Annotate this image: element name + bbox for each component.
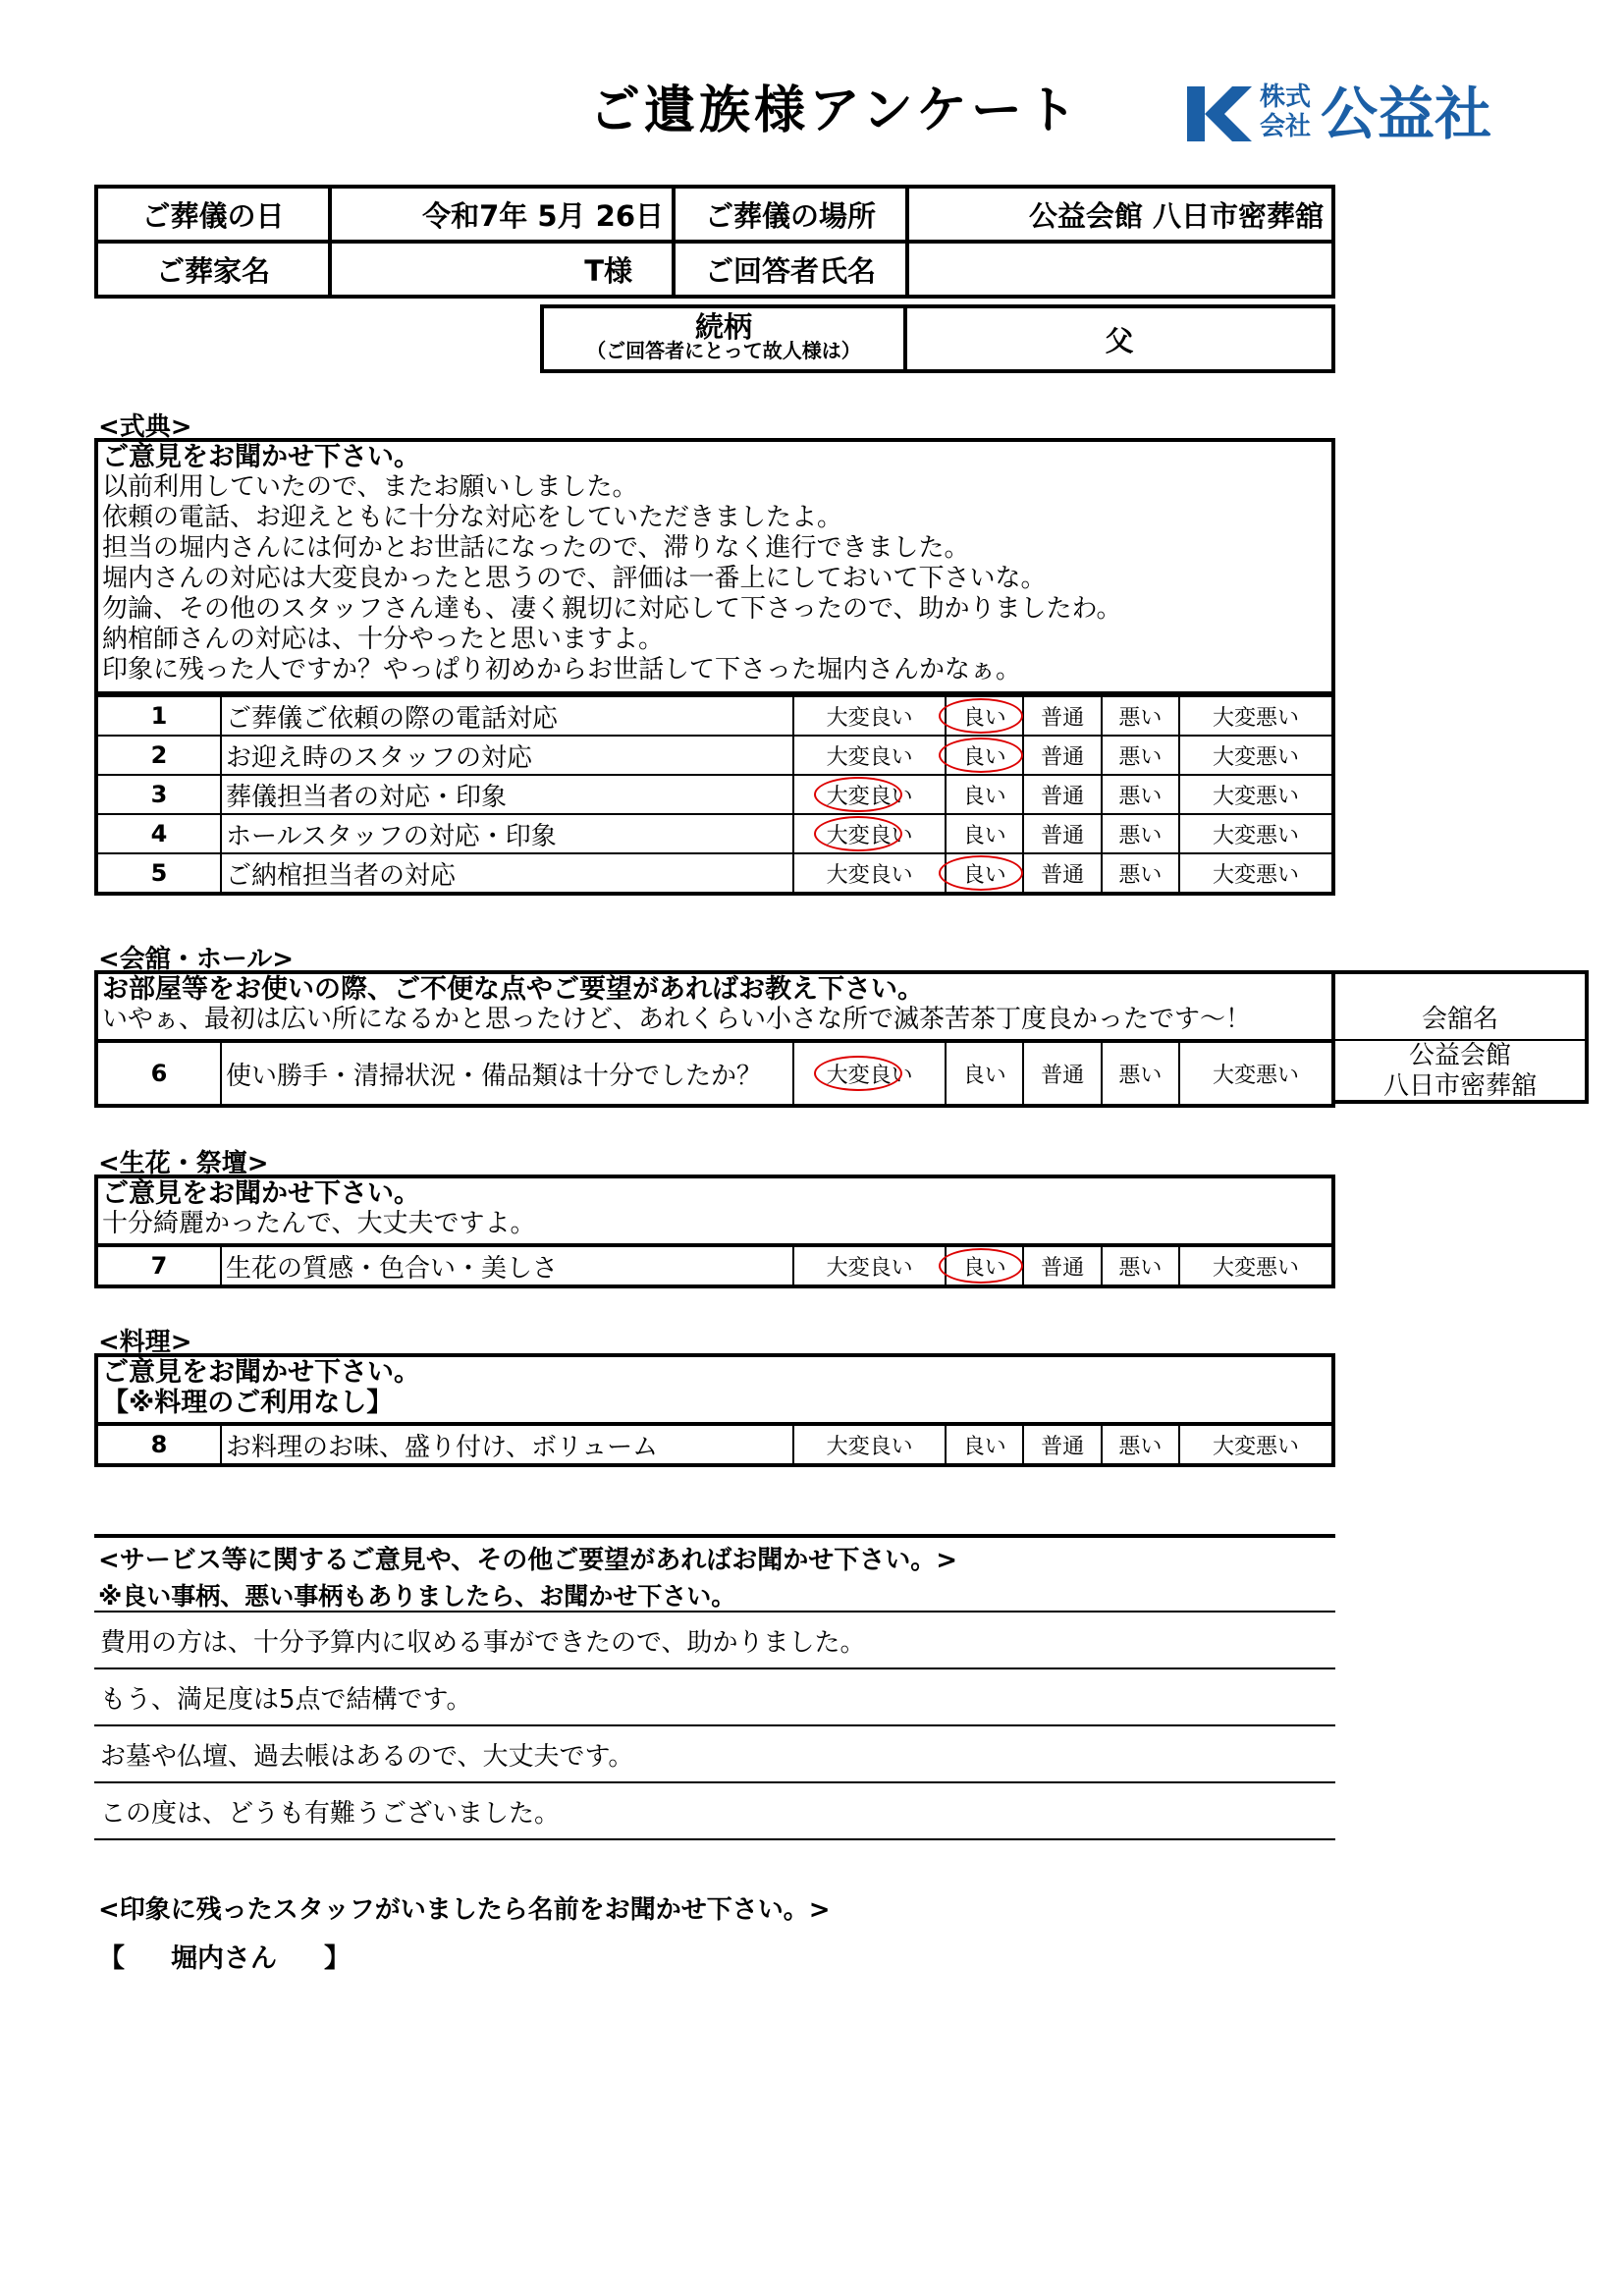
staff-name: 堀内さん [171, 1943, 277, 1974]
relation-label: 続柄 [694, 310, 752, 344]
relation-table [540, 304, 1335, 373]
ceremony-comment-line: 堀内さんの対応は大変良かったと思うので、評価は一番上にしておいて下さいな。 [102, 564, 1047, 593]
food-comment-box [94, 1353, 1335, 1424]
option-very-good[interactable] [793, 695, 946, 736]
rating-row [96, 775, 1333, 814]
staff-close-bracket: 】 [324, 1943, 351, 1974]
service-rule [94, 1667, 1335, 1669]
service-comment-line: お墓や仏壇、過去帳はあるので、大丈夫です。 [100, 1742, 634, 1772]
hall-comment-line: いやぁ、最初は広い所になるかと思ったけど、あれくらい小さな所で滅茶苦茶丁度良かったです～！ [102, 1005, 1252, 1034]
funeral-date-label: ご葬儀の日 [96, 187, 330, 242]
rating-row [96, 1041, 1333, 1106]
option-label: 良い [962, 823, 1006, 848]
funeral-place-value: 公益会館 八日市密葬舘 [907, 187, 1333, 242]
option-label: 悪い [1118, 1434, 1163, 1459]
flowers-rating-table [94, 1243, 1335, 1288]
service-title: <サービス等に関するご意見や、その他ご要望があればお聞かせ下さい。> [98, 1546, 958, 1575]
rating-question: お迎え時のスタッフの対応 [221, 736, 793, 775]
staff-title: <印象に残ったスタッフがいましたら名前をお聞かせ下さい。> [98, 1895, 831, 1925]
option-label: 悪い [1118, 744, 1163, 770]
option-normal[interactable] [1023, 1245, 1101, 1286]
option-very-good[interactable] [793, 775, 946, 814]
service-subtitle: ※良い事柄、悪い事柄もありましたら、お聞かせ下さい。 [98, 1582, 736, 1611]
service-rule [94, 1838, 1335, 1840]
option-label: 普通 [1041, 1255, 1085, 1281]
rating-row [96, 695, 1333, 736]
service-rule [94, 1781, 1335, 1783]
option-label: 大変悪い [1213, 862, 1300, 888]
hall-rating-table [94, 1039, 1335, 1108]
rating-num: 6 [96, 1041, 221, 1106]
service-comment-line: 費用の方は、十分予算内に収める事ができたので、助かりました。 [100, 1628, 866, 1658]
option-normal[interactable] [1023, 775, 1101, 814]
food-rating-table [94, 1422, 1335, 1467]
service-rule [94, 1724, 1335, 1726]
rating-question: ホールスタッフの対応・印象 [221, 814, 793, 853]
hall-name-line-1: 公益会館 [1408, 1041, 1511, 1070]
rating-question: 使い勝手・清掃状況・備品類は十分でしたか？ [221, 1041, 793, 1106]
option-label: 大変悪い [1213, 823, 1300, 848]
service-top-rule [94, 1534, 1335, 1538]
staff-open-bracket: 【 [98, 1943, 125, 1974]
option-label: 普通 [1041, 1434, 1085, 1459]
funeral-date-value: 令和7年 5月 26日 [330, 187, 674, 242]
hall-name-line-2: 八日市密葬舘 [1382, 1071, 1537, 1101]
relation-label-cell [542, 306, 905, 371]
rating-row [96, 853, 1333, 894]
rating-num: 5 [96, 853, 221, 894]
rating-question: 葬儀担当者の対応・印象 [221, 775, 793, 814]
option-label: 悪い [1118, 823, 1163, 848]
option-label: 普通 [1041, 1063, 1085, 1088]
page-title: ご遺族様アンケート [589, 82, 1081, 140]
hall-name-label: 会舘名 [1335, 974, 1585, 1041]
option-label: 大変良い [826, 1255, 913, 1281]
option-label: 悪い [1118, 784, 1163, 809]
logo-main: 公益社 [1321, 81, 1492, 147]
flowers-comment-head: ご意見をお聞かせ下さい。 [102, 1178, 420, 1209]
option-normal[interactable] [1023, 1424, 1101, 1465]
option-good[interactable] [946, 1424, 1023, 1465]
ceremony-comment-box [94, 438, 1335, 695]
option-very-bad[interactable] [1179, 1424, 1333, 1465]
food-comment-line: 【※料理のご利用なし】 [102, 1388, 394, 1418]
family-name-label: ご葬家名 [96, 242, 330, 297]
option-bad[interactable] [1102, 775, 1179, 814]
ceremony-rating-table [94, 693, 1335, 896]
rating-question: ご葬儀ご依頼の際の電話対応 [221, 695, 793, 736]
option-very-good[interactable] [793, 1424, 946, 1465]
option-label: 普通 [1041, 744, 1085, 770]
option-label: 良い [962, 744, 1006, 770]
respondent-value [907, 242, 1333, 297]
rating-row [96, 1245, 1333, 1286]
option-label: 大変悪い [1213, 1255, 1300, 1281]
option-very-bad[interactable] [1179, 736, 1333, 775]
option-very-bad[interactable] [1179, 695, 1333, 736]
option-label: 大変悪い [1213, 705, 1300, 731]
option-label: 大変悪い [1213, 1434, 1300, 1459]
rating-num: 3 [96, 775, 221, 814]
option-label: 良い [962, 705, 1006, 731]
option-bad[interactable] [1102, 1041, 1179, 1106]
option-label: 悪い [1118, 1255, 1163, 1281]
respondent-label: ご回答者氏名 [674, 242, 907, 297]
option-good[interactable] [946, 853, 1023, 894]
option-label: 良い [962, 862, 1006, 888]
option-bad[interactable] [1102, 814, 1179, 853]
option-label: 良い [962, 1434, 1006, 1459]
option-label: 良い [962, 784, 1006, 809]
option-label: 大変悪い [1213, 744, 1300, 770]
option-label: 大変悪い [1213, 784, 1300, 809]
hall-name-box [1331, 970, 1589, 1104]
info-table [94, 185, 1335, 299]
option-bad[interactable] [1102, 1424, 1179, 1465]
option-label: 普通 [1041, 823, 1085, 848]
funeral-place-label: ご葬儀の場所 [674, 187, 907, 242]
ceremony-comment-line: 以前利用していたので、またお願いしました。 [102, 472, 638, 502]
ceremony-comment-line: 勿論、その他のスタッフさん達も、凄く親切に対応して下さったので、助かりましたわ。 [102, 594, 1122, 624]
rating-num: 7 [96, 1245, 221, 1286]
option-label: 普通 [1041, 862, 1085, 888]
family-name-value: T様 [330, 242, 674, 297]
option-label: 悪い [1118, 705, 1163, 731]
option-label: 良い [962, 1255, 1006, 1281]
option-good[interactable] [946, 814, 1023, 853]
section-label-food: <料理> [98, 1328, 192, 1357]
section-label-ceremony: <式典> [98, 412, 192, 442]
company-logo [1183, 81, 1546, 147]
option-good[interactable] [946, 1245, 1023, 1286]
option-very-good[interactable] [793, 1245, 946, 1286]
relation-value: 父 [905, 306, 1333, 371]
option-label: 大変良い [826, 1063, 913, 1088]
ceremony-comment-head: ご意見をお聞かせ下さい。 [102, 442, 420, 472]
rating-question: 生花の質感・色合い・美しさ [221, 1245, 793, 1286]
option-label: 大変良い [826, 784, 913, 809]
option-label: 普通 [1041, 705, 1085, 731]
service-comment-line: もう、満足度は5点で結構です。 [100, 1685, 472, 1715]
option-very-bad[interactable] [1179, 1041, 1333, 1106]
option-bad[interactable] [1102, 853, 1179, 894]
rating-num: 1 [96, 695, 221, 736]
option-label: 悪い [1118, 862, 1163, 888]
rating-row [96, 814, 1333, 853]
option-label: 悪い [1118, 1063, 1163, 1088]
option-normal[interactable] [1023, 1041, 1101, 1106]
option-label: 大変良い [826, 823, 913, 848]
hall-comment-head: お部屋等をお使いの際、ご不便な点やご要望があればお教え下さい。 [102, 974, 924, 1005]
option-normal[interactable] [1023, 736, 1101, 775]
option-very-good[interactable] [793, 736, 946, 775]
ceremony-comment-line: 担当の堀内さんには何かとお世話になったので、滞りなく進行できました。 [102, 533, 970, 563]
option-label: 普通 [1041, 784, 1085, 809]
hall-comment-box [94, 970, 1335, 1041]
option-normal[interactable] [1023, 853, 1101, 894]
section-label-hall: <会舘・ホール> [98, 945, 295, 974]
ceremony-comment-line: 納棺師さんの対応は、十分やったと思いますよ。 [102, 625, 665, 654]
logo-small-bottom: 会社 [1260, 112, 1312, 141]
rating-num: 8 [96, 1424, 221, 1465]
relation-sub-label: （ご回答者にとって故人様は） [586, 339, 861, 362]
option-bad[interactable] [1102, 695, 1179, 736]
option-label: 大変悪い [1213, 1063, 1300, 1088]
option-label: 大変良い [826, 1434, 913, 1459]
option-bad[interactable] [1102, 736, 1179, 775]
flowers-comment-box [94, 1175, 1335, 1245]
rating-row [96, 736, 1333, 775]
rating-question: お料理のお味、盛り付け、ボリューム [221, 1424, 793, 1465]
option-label: 大変良い [826, 744, 913, 770]
option-very-bad[interactable] [1179, 1245, 1333, 1286]
option-very-good[interactable] [793, 1041, 946, 1106]
option-label: 良い [962, 1063, 1006, 1088]
option-very-bad[interactable] [1179, 853, 1333, 894]
logo-small-top: 株式 [1260, 82, 1312, 112]
service-comment-line: この度は、どうも有難うございました。 [100, 1799, 561, 1829]
option-very-good[interactable] [793, 853, 946, 894]
option-very-bad[interactable] [1179, 775, 1333, 814]
ceremony-comment-line: 依頼の電話、お迎えともに十分な対応をしていただきましたよ。 [102, 503, 843, 532]
option-good[interactable] [946, 775, 1023, 814]
service-rule [94, 1611, 1335, 1613]
option-good[interactable] [946, 1041, 1023, 1106]
option-good[interactable] [946, 736, 1023, 775]
rating-num: 2 [96, 736, 221, 775]
rating-row [96, 1424, 1333, 1465]
rating-num: 4 [96, 814, 221, 853]
option-normal[interactable] [1023, 695, 1101, 736]
option-label: 大変良い [826, 705, 913, 731]
option-label: 大変良い [826, 862, 913, 888]
food-comment-head: ご意見をお聞かせ下さい。 [102, 1357, 420, 1388]
ceremony-comment-line: 印象に残った人ですか？やっぱり初めからお世話して下さった堀内さんかなぁ。 [102, 655, 1022, 684]
option-very-good[interactable] [793, 814, 946, 853]
flowers-comment-line: 十分綺麗かったんで、大丈夫ですよ。 [102, 1209, 536, 1238]
rating-question: ご納棺担当者の対応 [221, 853, 793, 894]
option-normal[interactable] [1023, 814, 1101, 853]
option-bad[interactable] [1102, 1245, 1179, 1286]
section-label-flowers: <生花・祭壇> [98, 1149, 269, 1178]
option-good[interactable] [946, 695, 1023, 736]
option-very-bad[interactable] [1179, 814, 1333, 853]
